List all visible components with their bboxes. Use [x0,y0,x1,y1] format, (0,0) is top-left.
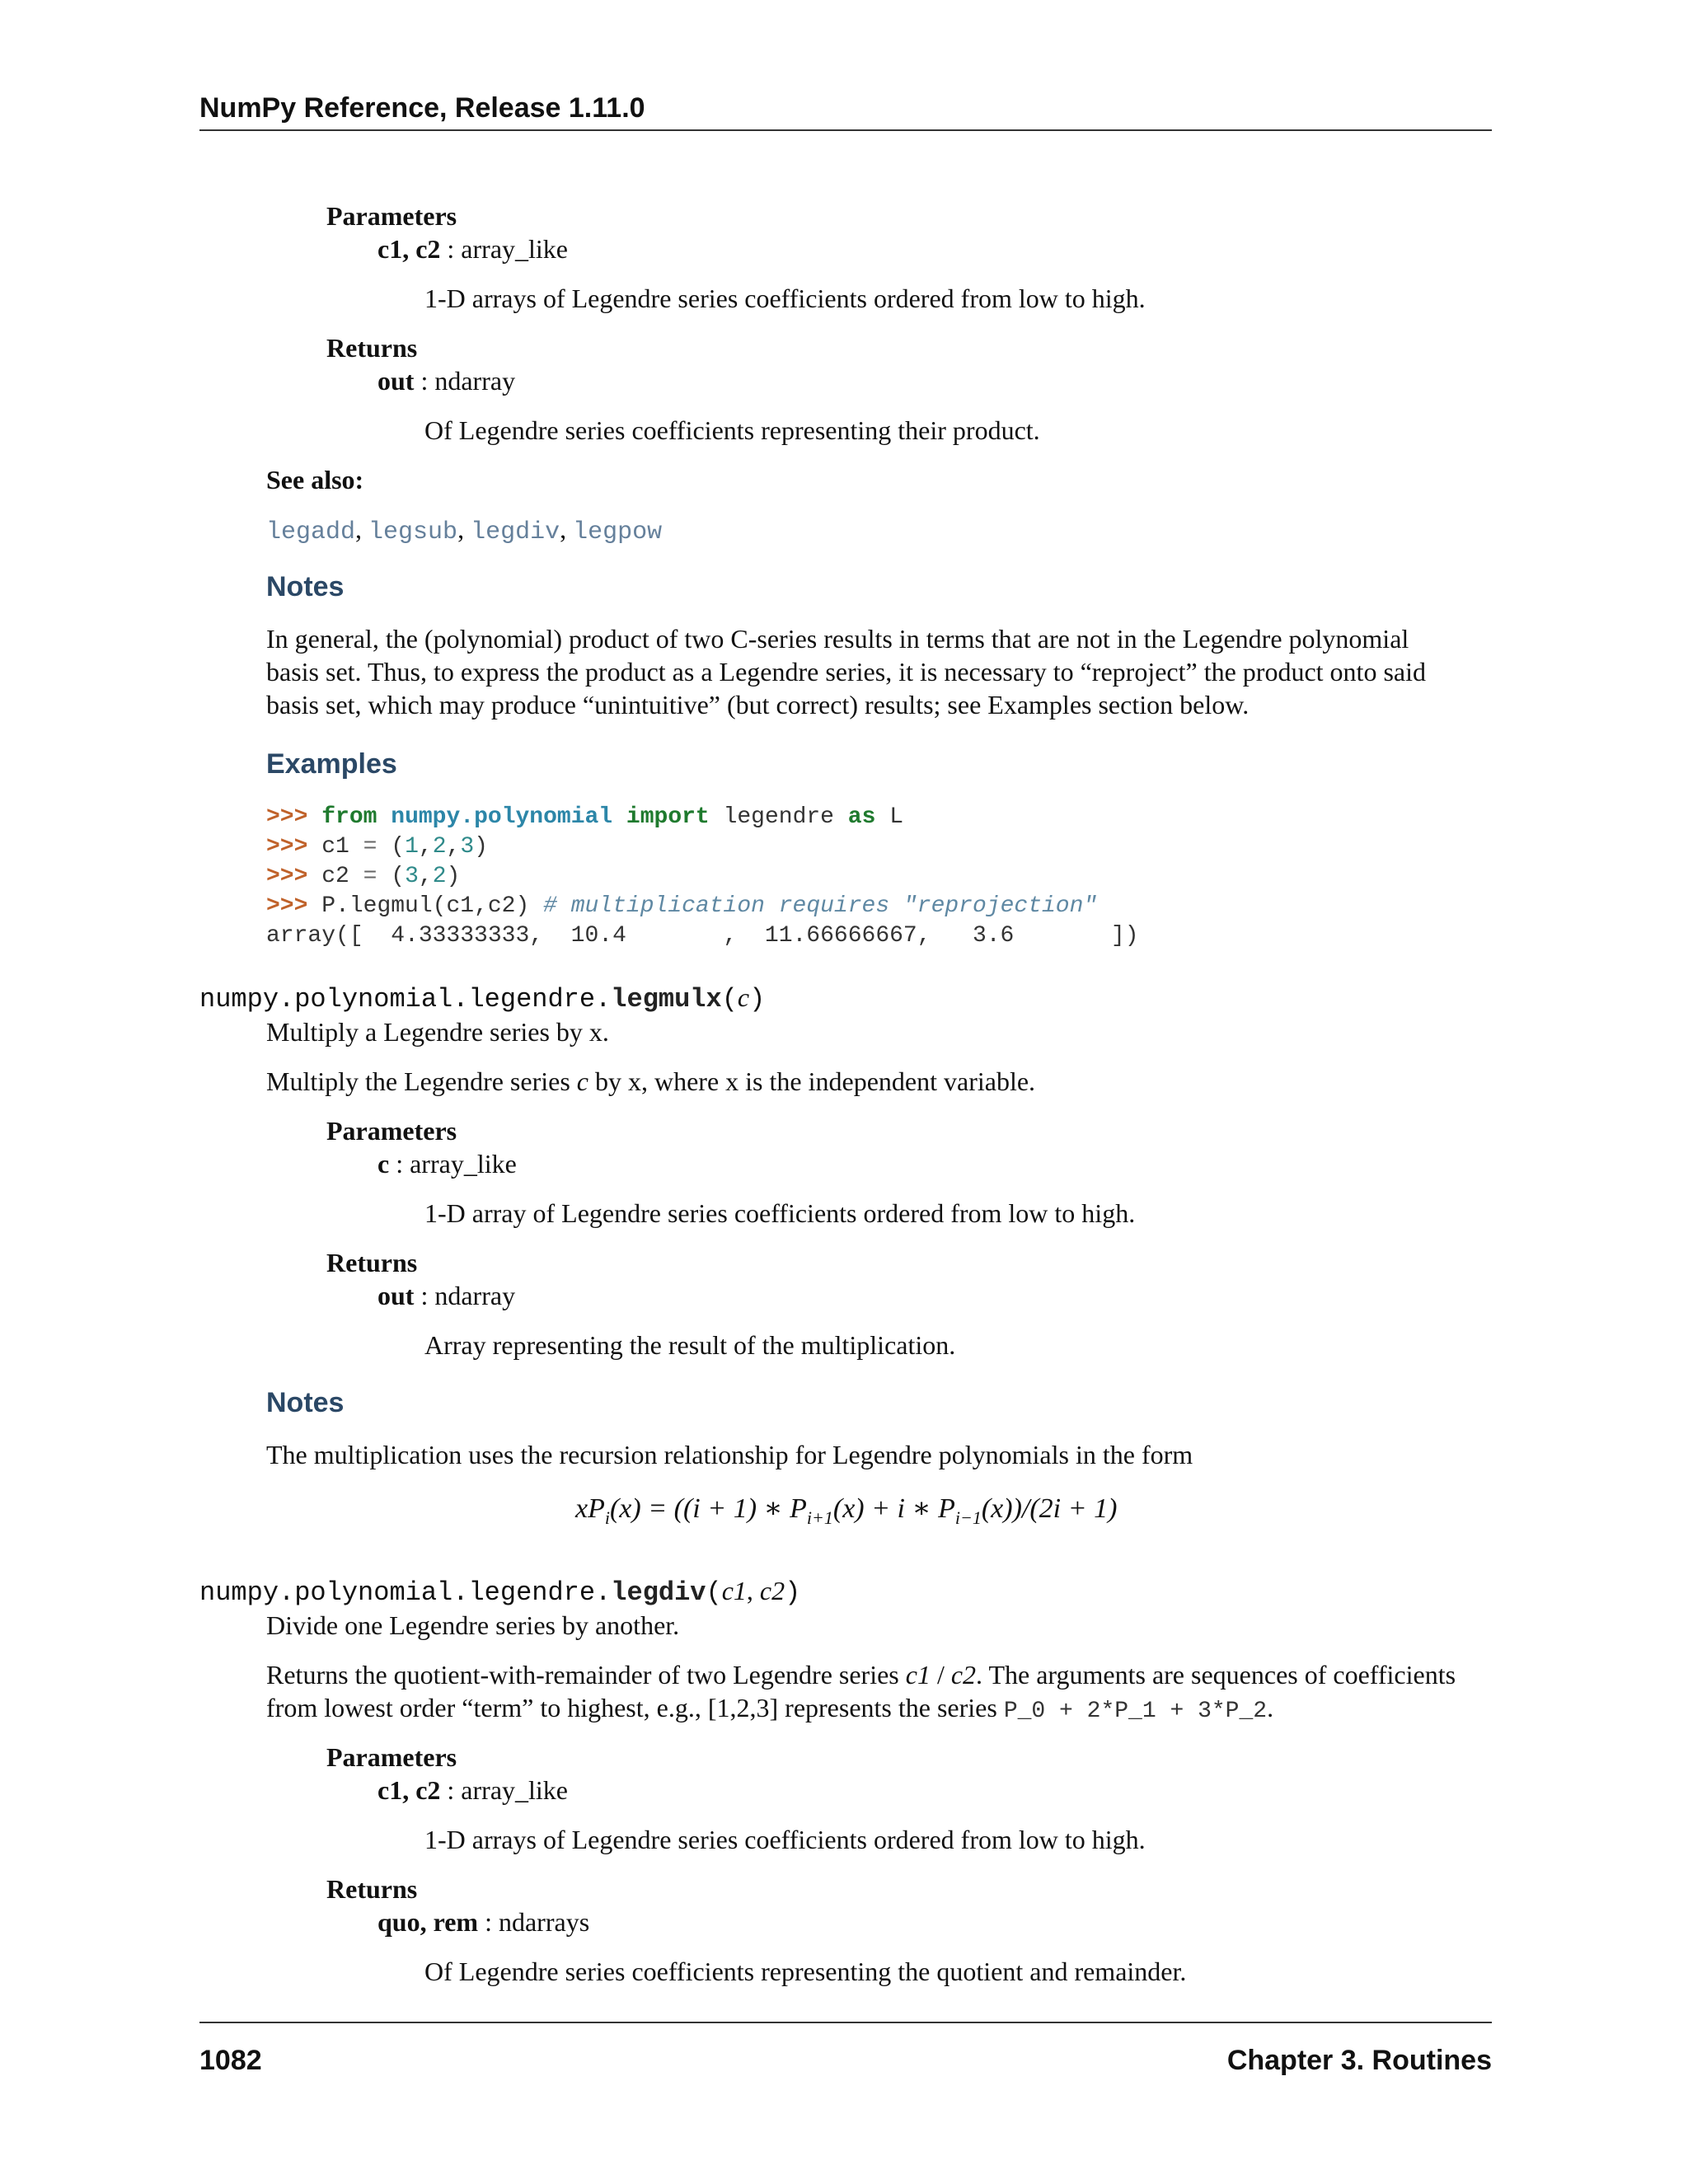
legdiv-desc1-a: Returns the quotient-with-remainder of two Legendre series [266,1660,906,1690]
legmulx-signature [199,982,765,1015]
recursion-formula [575,1492,1117,1529]
legmulx-return-desc: Array representing the result of the multiplication. [424,1330,956,1360]
legmulx-desc-a: Multiply the Legendre series [266,1066,577,1096]
see-also-label: See also: [266,465,364,494]
see-also-link-legdiv[interactable]: legdiv [471,518,560,546]
legmul-param-desc: 1-D arrays of Legendre series coefficients ordered from low to high. [424,284,1146,313]
legmulx-desc-c: c [576,1066,588,1096]
legmulx-param-type: : array_like [389,1149,517,1179]
code-number: 3 [405,864,419,889]
code-comment: # multiplication requires "reprojection" [543,893,1098,919]
legdiv-signature [199,1576,800,1608]
formula-part-3: (x))/(2i + 1) [981,1493,1118,1524]
code-prompt: >>> [266,804,308,830]
legmul-return-desc: Of Legendre series coefficients representing their product. [424,415,1040,445]
legmulx-parameters-label: Parameters [326,1116,457,1146]
legmul-notes-line-3: basis set, which may produce “unintuitive” (but correct) results; see Examples section below. [266,690,1250,719]
code-var: c1 [321,834,349,860]
code-paren: ( [391,864,406,889]
formula-sub-im1: i−1 [954,1507,982,1528]
footer-rule [199,2022,1492,2023]
legmulx-close: ) [749,984,766,1015]
legdiv-desc2-b: . [1267,1693,1274,1722]
legdiv-param [377,1774,568,1807]
legdiv-arg2: c2 [759,1576,785,1605]
legdiv-open: ( [706,1577,722,1608]
legmulx-returns-label: Returns [326,1248,418,1277]
code-prompt: >>> [266,864,308,889]
legmulx-arg: c [737,982,750,1012]
code-name: legendre [723,804,834,830]
legmul-notes-heading: Notes [266,571,345,602]
legmul-returns-label: Returns [326,333,418,363]
legdiv-return-desc: Of Legendre series coefficients representing the quotient and remainder. [424,1957,1187,1986]
legmulx-return [377,1279,515,1312]
legmulx-summary: Multiply a Legendre series by x. [266,1017,609,1047]
header-rule [199,129,1492,131]
legmul-examples-heading: Examples [266,748,397,780]
legdiv-param-desc: 1-D arrays of Legendre series coefficients ordered from low to high. [424,1825,1146,1854]
legdiv-desc1-c1: c1 [905,1660,931,1690]
legdiv-close: ) [785,1577,801,1608]
code-keyword-from: from [321,804,377,830]
formula-xp: xP [575,1493,605,1524]
legmulx-prefix: numpy.polynomial.legendre. [199,984,612,1015]
legmul-param [377,232,568,265]
legdiv-arg1: c1 [721,1576,747,1605]
see-also-links: legadd, legsub, legdiv, legpow [266,514,663,546]
code-line-1 [266,803,903,832]
code-line-2: >>> c1 = (1,2,3) [266,834,488,860]
legdiv-desc2-code: P_0 + 2*P_1 + 3*P_2 [1003,1699,1268,1724]
formula-part-1: (x) = ((i + 1) ∗ P [609,1493,807,1524]
legdiv-param-name: c1, c2 [377,1775,441,1805]
code-prompt: >>> [266,893,308,919]
legmulx-param-desc: 1-D array of Legendre series coefficients ordered from low to high. [424,1198,1136,1228]
code-number: 2 [432,864,447,889]
legdiv-summary: Divide one Legendre series by another. [266,1610,680,1640]
code-output: array([ 4.33333333, 10.4 , 11.66666667, 3.6 ]) [266,923,1139,949]
code-eq: = [363,864,377,889]
legdiv-desc1-slash: / [930,1660,951,1690]
chapter-title: Chapter 3. Routines [1226,2045,1492,2076]
legdiv-returns-label: Returns [326,1874,418,1904]
legmulx-open: ( [721,984,738,1015]
code-line-4 [266,892,1097,921]
see-also-link-legsub[interactable]: legsub [368,518,458,546]
formula-part-2: (x) + i ∗ P [832,1493,955,1524]
see-also-link-legadd[interactable]: legadd [266,518,356,546]
legmul-return-type: : ndarray [414,366,516,396]
legmulx-param-name: c [377,1149,390,1179]
legmulx-notes-heading: Notes [266,1387,345,1418]
code-call: P.legmul(c1,c2) [321,893,530,919]
code-number: 1 [405,834,419,860]
legmul-notes-line-1: In general, the (polynomial) product of two C-series results in terms that are not in the Legendre polynomial [266,624,1409,654]
legdiv-desc-line-1 [266,1658,1456,1691]
legdiv-parameters-label: Parameters [326,1742,457,1772]
code-prompt: >>> [266,834,308,860]
legmulx-notes-text: The multiplication uses the recursion relationship for Legendre polynomials in the form [266,1440,1193,1469]
legdiv-return-name: quo, rem [377,1907,479,1937]
legdiv-desc1-c2: c2 [950,1660,977,1690]
legmul-return-name: out [377,366,415,396]
legdiv-desc1-b: . The arguments are sequences of coefficients [976,1660,1456,1690]
legmulx-desc-b: by x, where x is the independent variable. [588,1066,1036,1096]
legdiv-sep: , [746,1576,760,1605]
legdiv-desc2-a: from lowest order “term” to highest, e.g., [1,2,3] represents the series [266,1693,1004,1722]
code-number: 3 [460,834,475,860]
legmul-parameters-label: Parameters [326,201,457,231]
legmul-return [377,364,515,397]
running-title: NumPy Reference, Release 1.11.0 [199,92,645,124]
code-paren: ) [474,834,488,860]
code-module: numpy.polynomial [391,804,613,830]
page-number: 1082 [199,2045,262,2076]
formula-sub-ip1: i+1 [806,1507,833,1528]
code-paren: ) [446,864,461,889]
code-keyword-as: as [847,804,876,830]
code-var: c2 [321,864,349,889]
legdiv-desc-line-2 [266,1691,1273,1728]
legmulx-return-type: : ndarray [414,1281,516,1310]
legmul-param-name: c1, c2 [377,234,441,264]
legdiv-name: legdiv [611,1577,706,1608]
legmul-notes-line-2: basis set. Thus, to express the product as a Legendre series, it is necessary to “reproject” the product onto said [266,657,1426,687]
code-number: 2 [432,834,447,860]
legdiv-param-type: : array_like [440,1775,568,1805]
legdiv-return [377,1905,589,1938]
legmulx-param [377,1147,517,1180]
formula-sub-i: i [604,1507,610,1528]
see-also-link-legpow[interactable]: legpow [573,518,663,546]
legdiv-prefix: numpy.polynomial.legendre. [199,1577,612,1608]
legdiv-return-type: : ndarrays [478,1907,590,1937]
code-line-3: >>> c2 = (3,2) [266,864,461,889]
code-paren: ( [391,834,406,860]
legmul-param-type: : array_like [440,234,568,264]
legmulx-name: legmulx [611,984,722,1015]
code-alias: L [889,804,904,830]
code-eq: = [363,834,377,860]
legmulx-description [266,1065,1035,1098]
legmulx-return-name: out [377,1281,415,1310]
code-keyword-import: import [626,804,710,830]
